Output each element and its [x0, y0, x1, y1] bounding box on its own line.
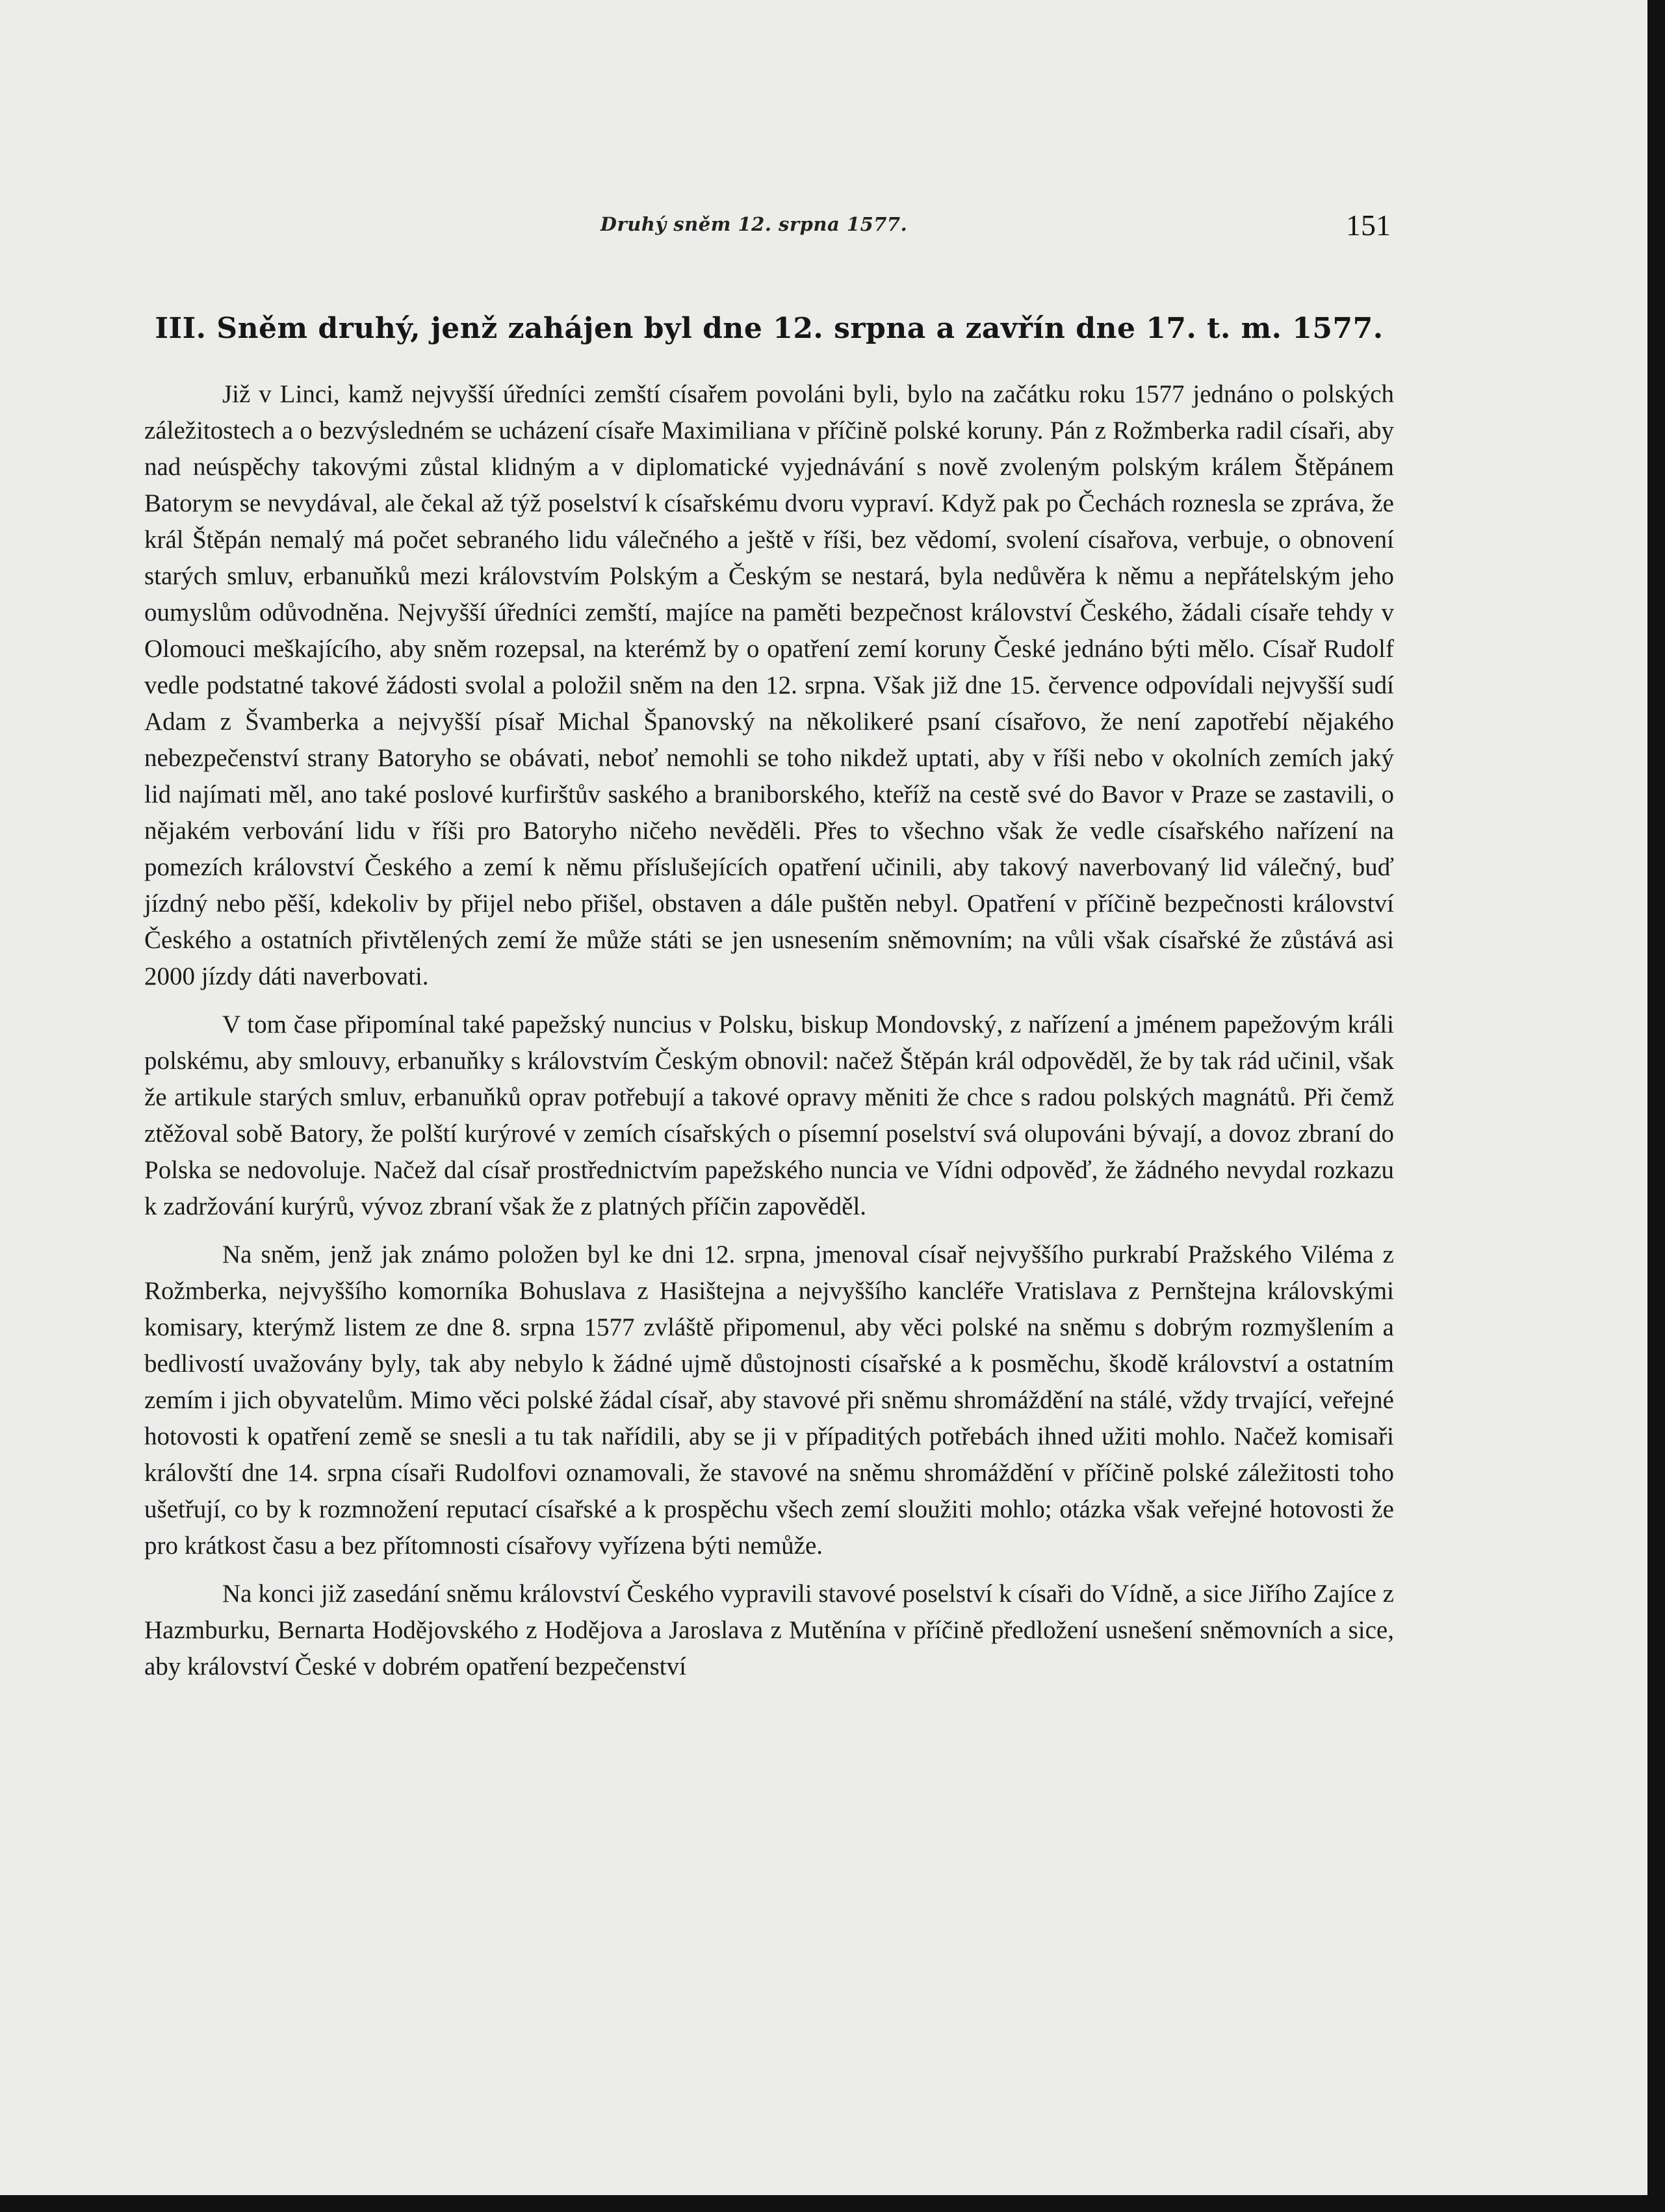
paragraph: Na konci již zasedání sněmu království Českého vypravili stavové poselství k císaři do Vídně, a sice Jiřího Zajíce z Hazmburku, Bernarta Hodějovského z Hodějova a Jaroslava z Mutěnína v příčině předložení usnešení sněmovních a sice, aby království České v dobrém opatření bezpečenství [144, 1580, 1394, 1680]
page-header [117, 209, 1391, 252]
running-title: Druhý sněm 12. srpna 1577. [600, 213, 908, 235]
page-content [144, 312, 1394, 1685]
paragraph: Na sněm, jenž jak známo položen byl ke dni 12. srpna, jmenoval císař nejvyššího purkrabí Pražského Viléma z Rožmberka, nejvyššího komorníka Bohuslava z Hasištejna a nejvyššího kancléře Vratislava z Pernštejna královskými komisary, kterýmž listem ze dne 8. srpna 1577 zvláště připomenul, aby věci polské na sněmu s dobrým rozmyšlením a bedlivostí uvažovány byly, tak aby nebylo k žádné ujmě důstojnosti císařské a k posměchu, škodě království a ostatním zemím i jich obyvatelům. Mimo věci polské žádal císař, aby stavové při sněmu shromáždění na stálé, vždy trvající, veřejné hotovosti k opatření země se snesli a tu tak nařídili, aby se ji v případitých potřebách ihned užiti mohlo. Načež komisaři královští dne 14. srpna císaři Rudolfovi oznamovali, že stavové na sněmu shromáždění v příčině polské záležitosti toho ušetřují, co by k rozmnožení reputací císařské a k prospěchu všech zemí sloužiti mohlo; otázka však veřejné hotovosti že pro krátkost času a bez přítomnosti císařovy vyřízena býti nemůže. [144, 1241, 1394, 1560]
section-title: III. Sněm druhý, jenž zahájen byl dne 12. srpna a zavřín dne 17. t. m. 1577. [155, 312, 1384, 345]
paragraph: Již v Linci, kamž nejvyšší úředníci zemští císařem povoláni byli, bylo na začátku roku 1577 jednáno o polských záležitostech a o bezvýsledném se ucházení císaře Maximiliana v příčině polské koruny. Pán z Rožmberka radil císaři, aby nad neúspěchy takovými zůstal klidným a v diplomatické vyjednávání s nově zvoleným polským králem Štěpánem Batorym se nevydával, ale čekal až týž poselství k císařskému dvoru vypraví. Když pak po Čechách roznesla se zpráva, že král Štěpán nemalý má počet sebraného lidu válečného a ještě v říši, bez vědomí, svolení císařova, verbuje, o obnovení starých smluv, erbanuňků mezi královstvím Polským a Českým se nestará, byla nedůvěra k němu a nepřátelským jeho oumyslům odůvodněna. Nejvyšší úředníci zemští, majíce na paměti bezpečnost království Českého, žádali císaře tehdy v Olomouci meškajícího, aby sněm rozepsal, na kterémž by o opatření zemí koruny České jednáno býti mělo. Císař Rudolf vedle podstatné takové žádosti svolal a položil sněm na den 12. srpna. Však již dne 15. července odpovídali nejvyšší sudí Adam z Švamberka a nejvyšší písař Michal Španovský na několikeré psaní císařovo, že není zapotřebí nějakého nebezpečenství strany Batoryho se obávati, neboť nemohli se toho nikdež uptati, aby v říši nebo v okolních zemích jaký lid najímati měl, ano také poslové kurfirštův saského a braniborského, kteříž na cestě své do Bavor v Praze se zastavili, o nějakém verbování lidu v říši pro Batoryho ničeho nevěděli. Přes to všechno však že vedle císařského nařízení na pomezích království Českého a zemí k němu příslušejících opatření učinili, aby takový naverbovaný lid válečný, buď jízdný nebo pěší, kdekoliv by přijel nebo přišel, obstaven a dále puštěn nebyl. Opatření v příčině bezpečnosti království Českého a ostatních přivtělených zemí že může státi se jen usnesením sněmovním; na vůli však císařské že zůstává asi 2000 jízdy dáti naverbovati. [144, 380, 1394, 990]
paragraph: V tom čase připomínal také papežský nuncius v Polsku, biskup Mondovský, z nařízení a jménem papežovým králi polskému, aby smlouvy, erbanuňky s královstvím Českým obnovil: načež Štěpán král odpověděl, že by tak rád učinil, však že artikule starých smluv, erbanuňků oprav potřebují a takové opravy měniti že chce s radou polských magnátů. Při čemž ztěžoval sobě Batory, že polští kurýrové v zemích císařských o písemní poselství svá olupováni bývají, a dovoz zbraní do Polska se nedovoluje. Načež dal císař prostřednictvím papežského nuncia ve Vídni odpověď, že žádného nevydal rozkazu k zadržování kurýrů, vývoz zbraní však že z platných příčin zapověděl. [144, 1010, 1394, 1220]
page-number: 151 [1346, 209, 1391, 242]
